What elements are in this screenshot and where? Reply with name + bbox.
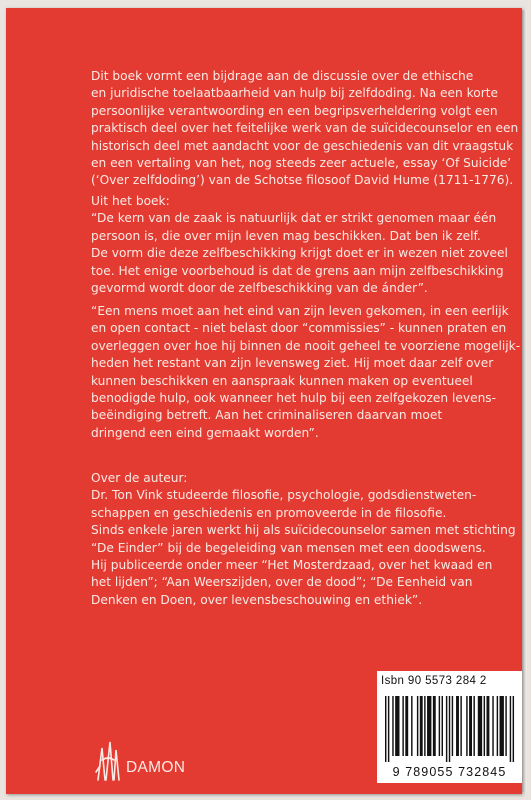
barcode-bar xyxy=(469,696,472,756)
quote-line: “Een mens moet aan het eind van zijn leven gekomen, in een eerlijk xyxy=(91,304,509,318)
page-edge xyxy=(522,10,527,792)
barcode-bar xyxy=(505,696,506,756)
barcode-bar xyxy=(395,696,399,756)
barcode-bar xyxy=(405,696,408,756)
author-line: Sinds enkele jaren werkt hij als suïcidecounselor samen met stichting xyxy=(91,523,516,538)
barcode-bar xyxy=(452,696,453,756)
barcode-bar xyxy=(510,696,511,762)
barcode-bar xyxy=(497,696,498,756)
barcode-bar xyxy=(417,696,418,756)
intro-line: Dit boek vormt een bijdrage aan de discussie over de ethische xyxy=(91,69,474,83)
intro-paragraph xyxy=(91,68,521,190)
barcode-bar xyxy=(439,696,440,756)
publisher-name: DAMON xyxy=(126,759,186,776)
quote-line: overleggen over hoe hij binnen de nooit geheel te voorziene mogelijk- xyxy=(91,338,521,353)
barcode-bar xyxy=(466,696,467,756)
quote-line: “De kern van de zaak is natuurlijk dat er strikt genomen maar één xyxy=(91,211,497,226)
barcode-bar xyxy=(411,696,412,756)
barcode-bar xyxy=(392,696,393,756)
quote-heading: Uit het boek: xyxy=(91,194,170,208)
about-author xyxy=(91,470,521,609)
barcode-bar xyxy=(487,696,490,756)
quote-line: persoon is, die over mijn leven mag beschikken. Dat ben ik zelf. xyxy=(91,228,481,243)
quote-line: benodigde hulp, ook wanneer het hulp bij een zelfgekozen levens- xyxy=(91,391,497,406)
book-quote-2 xyxy=(91,303,521,442)
author-line: “De Einder” bij de begeleiding van mensen met een doodswens. xyxy=(91,540,486,555)
barcode-bar xyxy=(385,696,386,762)
intro-line: praktisch deel over het feitelijke werk van de suïcidecounselor en een xyxy=(91,121,519,136)
barcode-bar xyxy=(478,696,482,756)
barcode-bar xyxy=(460,696,461,756)
barcode-bar xyxy=(402,696,403,756)
barcode-bar xyxy=(446,696,447,762)
intro-line: historisch deel met aandacht voor de geschiedenis van dit vraagstuk xyxy=(91,138,514,153)
barcode-bar xyxy=(424,696,425,756)
quote-line: De vorm die deze zelfbeschikking krijgt doet er in wezen niet zoveel xyxy=(91,246,508,261)
isbn-label: Isbn 90 5573 284 2 xyxy=(381,675,487,687)
isbn-barcode xyxy=(377,671,522,783)
barcode-bar xyxy=(427,696,431,756)
barcode-bar xyxy=(484,696,485,756)
book-quote-1 xyxy=(91,193,521,297)
author-line: het lijden”; “Aan Weerszijden, over de dood”; “De Eenheid van xyxy=(91,575,473,590)
barcode-bar xyxy=(473,696,474,756)
quote-line: gevormd wordt door de zelfbeschikking van de ánder”. xyxy=(91,281,428,296)
barcode-bar xyxy=(500,696,504,756)
author-line: Dr. Ton Vink studeerde filosofie, psychologie, godsdienstweten- xyxy=(91,488,477,503)
intro-line: (‘Over zelfdoding’) van de Schotse filosoof David Hume (1711-1776). xyxy=(91,173,514,188)
barcode-bars xyxy=(381,696,518,764)
barcode-bar xyxy=(388,696,389,762)
author-heading: Over de auteur: xyxy=(91,471,188,485)
author-line: Hij publiceerde onder meer “Het Mosterdzaad, over het kwaad en xyxy=(91,558,493,573)
barcode-digits: 9 789055 732845 xyxy=(392,765,507,779)
barcode-bar xyxy=(449,696,450,762)
quote-line: kunnen beschikken en aanspraak kunnen maken op eventueel xyxy=(91,373,473,388)
back-cover xyxy=(6,8,522,794)
intro-line: persoonlijke verantwoording en een begripsverheldering volgt een xyxy=(91,103,498,118)
intro-line: en een vertaling van het, nog steeds zeer actuele, essay ‘Of Suicide’ xyxy=(91,156,512,171)
author-line: schappen en geschiedenis en promoveerde in de filosofie. xyxy=(91,505,447,520)
barcode-bar xyxy=(492,696,493,756)
quote-line: toe. Het enige voorbehoud is dat de grens aan mijn zelfbeschikking xyxy=(91,263,504,278)
quote-line: beëindiging betreft. Aan het criminaliseren daarvan moet xyxy=(91,408,443,423)
barcode-bar xyxy=(513,696,514,762)
quote-line: dringend een eind gemaakt worden”. xyxy=(91,425,319,440)
barcode-bar xyxy=(456,696,459,756)
barcode-bar xyxy=(442,696,443,756)
author-line: Denken en Doen, over levensbeschouwing en ethiek”. xyxy=(91,592,423,607)
barcode-bar xyxy=(420,696,423,756)
quote-line: heden het restant van zijn levensweg ziet. Hij moet daar zelf over xyxy=(91,356,494,371)
intro-line: en juridische toelaatbaarheid van hulp bij zelfdoding. Na een korte xyxy=(91,86,499,101)
barcode-bar xyxy=(433,696,436,756)
quote-line: en open contact - niet belast door “commissies” - kunnen praten en xyxy=(91,321,507,336)
